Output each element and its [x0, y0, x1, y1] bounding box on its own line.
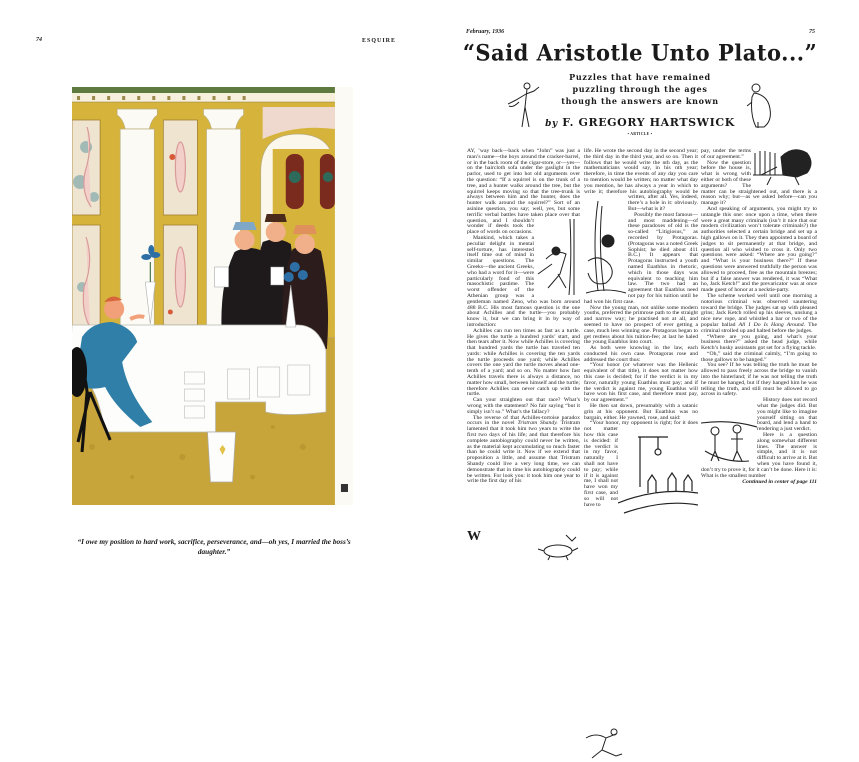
- sophist-sketch: [584, 201, 628, 299]
- paragraph: life. He wrote the second day in the second year; the third day in the third year, and so on. Then it follows that he would write the nth day, as the mathematicians would say, in his nth year; therefore, in time the events of any day you care to mention would be written; no matter what day you mention, he has always a year in which to write it; therefore his autobiography would be written, after all. Yes, indeed, there’s a hole in it: obviously. But—what is it?: [584, 148, 698, 212]
- paragraph: “Where are you going, and what’s your business there?” asked the head judge, while Ketch’s husky assistants got set for a flying tackle.: [701, 333, 817, 352]
- article-column-1: [467, 149, 580, 565]
- paragraph: “Oh,” said the criminal calmly, “I’m going to those gallows to be hanged.”: [701, 350, 817, 363]
- cartoon-caption: “I owe my position to hard work, sacrifice, perseverance, and—oh yes, I married the boss’s daughter.”: [77, 537, 351, 556]
- byline: [520, 116, 760, 129]
- paragraph: As both were knowing in the law, each conducted his own case. Protagoras rose and addressed the court thus:: [584, 345, 698, 363]
- book-title: Tristram Shandy.: [517, 420, 558, 427]
- paragraph: AY, ’way back—back when “John” was just a man’s name—the boys around the cracker-barrel, or in the back room of the cigar-store, or—yes—on the haircloth sofa under the gaslight in the parlor, used to get into hot old arguments over the question: “If a squirrel is on the trunk of a tree, and a hunter walks around the tree, but the squirrel keeps moving so that the tree-trunk is always between him and the hunter, does the hunter walk around the squirrel?” Sort of an asinine question, you say; well, yes, but some terrific verbal battles have taken place over that question, and I shouldn’t wonder if deeds took the place of words on occasions.: [467, 148, 580, 236]
- paragraph: Now the question before the house is, what is wrong with either or both of these arguments? The matter can be straightened out, and there is a reason why; but—as we asked before—can you manage it?: [701, 159, 817, 207]
- text-run: The criminal strolled up and halted before the judges.: [701, 321, 817, 334]
- paragraph: pay, under the terms of our agreement.”: [701, 148, 751, 160]
- subtitle-line: Puzzles that have remained: [569, 72, 711, 82]
- byline-prefix: by: [545, 119, 558, 129]
- paragraph: He then sat down, presumably with a satanic grin at his opponent. But Euathlus was no bargain, either. He yawned, rose, and said:: [584, 403, 698, 421]
- philosopher-sketch-left: [505, 80, 545, 130]
- paragraph: “Your honor (or whatever was the Hellenic equivalent of that title), it does not matter how this case is decided; for if the verdict is in my favor, naturally young Euathlus must pay; and if the verdict is against me, young Euathlus will have won his first case, and therefore must pay, by our agreement.”: [584, 362, 698, 404]
- song-title: All I Do Is Hang Around.: [738, 321, 806, 328]
- paragraph: History does not record what the judges did. But you might like to imagine yourself sitting on that board, and lend a hand to rendering a just verdict.: [757, 397, 817, 433]
- judges-bench-sketch: [751, 143, 817, 187]
- squirrel-hunter-sketch: [534, 219, 580, 295]
- paragraph: [467, 416, 580, 486]
- paragraph: And speaking of arguments, you might try to untangle this one: once upon a time, when there were a great many criminals (isn’t it nice that our modern civilization won’t tolerate criminals?) the authorities selected a certain bridge and set up a high gallows on it. They then appointed a board of judges to sit permanently at that bridge, and question all who wished to cross it. Only two questions were asked: “Where are you going?” and “What is your business there?” If these questions were answered truthfully the person was allowed to proceed, free as the mountain breezes; but if a false answer was rendered, it was “What ho, Jack Ketch!” and the prevaricator was at once made guest of honor at a necktie-party.: [701, 205, 817, 294]
- article-tag: • ARTICLE •: [627, 132, 653, 136]
- paragraph: “Your honor, my opponent is right; for it does not matter how this case is decided: if the verdict is in my favor, naturally I shall not have to pay; while if it is against me, I shall not have won my first case, and so will not have to: [584, 420, 698, 508]
- text-run: The reverse of that Achilles-tortoise paradox occurs in the novel: [467, 414, 580, 427]
- article-column-2: [584, 149, 698, 762]
- paragraph: Now the young man, not unlike some modern youths, preferred the primrose path to the straight and narrow way; he practised not at all, and seemed to have no prospect of ever getting a case, much less winning one. Protagoras began to get restless about his tuition-fee; at last he haled the young Euathlus into court.: [584, 304, 698, 346]
- philosopher-sketch-right: [744, 82, 778, 130]
- article-column-3: [701, 149, 817, 486]
- left-page-number: 74: [36, 37, 42, 43]
- subtitle-line: though the answers are known: [561, 96, 719, 106]
- paragraph: [701, 294, 817, 335]
- issue-date: February, 1936: [466, 29, 505, 35]
- running-head: ESQUIRE: [362, 38, 397, 44]
- article-subtitle: [560, 71, 720, 107]
- turtle-sketch: [536, 531, 580, 565]
- paragraph: Here is a question along somewhat different lines. The answer is simple, and it is not difficult to arrive at it. But when you have found it, don’t try to prove it, for it can’t be done. Here it is: What is the smallest number: [701, 432, 817, 479]
- drop-cap: W: [467, 529, 481, 544]
- continued-note[interactable]: Continued in center of page 111: [742, 479, 817, 486]
- paragraph: Achilles can run ten times as fast as a turtle. He gives the turtle a hundred yards’ start, and then tears after it. Now while Achilles is covering that hundred yards the turtle has traveled ten yards: while Achilles is covering the ten yards the turtle proceeds one yard; while Achilles covers the one yard the turtle moves ahead one-tenth of a yard; and so on. No matter how fast Achilles travels there is always a distance, no matter how small, between himself and the turtle; therefore Achilles can never catch up with the turtle.: [467, 327, 580, 398]
- paragraph: Possibly the most famous—and most maddening—of these paradoxes of old is the so-called “Litigiosus,” as recorded by Protagoras. (Protagoras was a noted Greek Sophist; he died about 411 B.C.) It appears that Protagoras instructed a youth named Euathlus in rhetoric, which in those days was equivalent to teaching him law. The two had an agreement that Euathlus need not pay for his tuition until he had won his first case.: [584, 211, 698, 305]
- article-title: “Said Aristotle Unto Plato...”: [462, 39, 818, 66]
- paragraph: Can your straighten out that race? What’s wrong with the statement? No fair saying “but it simply isn’t so.” What’s the fallacy?: [467, 397, 580, 415]
- gallows-sketch-right: [701, 401, 757, 467]
- right-page-number: 75: [809, 29, 815, 35]
- subtitle-line: puzzling through the ages: [572, 84, 708, 94]
- paragraph: You see? If he was telling the truth he must be allowed to pass freely across the bridge to vanish into the hinterland; if he was not telling the truth he must be hanged, but if they hanged him he was telling the truth, and still must be allowed to go across in safety.: [701, 362, 817, 398]
- gallows-sketch-left: [618, 433, 698, 521]
- text-run: The scheme worked well until one morning a notorious criminal was observed sauntering toward the bridge. The judges sat up with pleased grins; Jack Ketch rolled up his sleeves, unslung a nice new rope, and whistled a bar or two of the popular ballad: [701, 292, 817, 328]
- author-name: F. GREGORY HARTSWICK: [562, 116, 735, 129]
- text-run: Tristram lamented that it took him two years to write the first two days of his life; and that therefore his complete autobiography could never be written, as the material kept accumulating so much faster than he could write it. Now if we extend that proposition a little, and assume that Tristram Shandy could live a very long time, we can demonstrate that in time his autobiography could be written. For look you: it took him one year to write the first day of his: [467, 420, 581, 485]
- cartoon-illustration: [72, 87, 353, 505]
- running-man-sketch: [584, 728, 624, 762]
- paragraph: Mankind, which takes a peculiar delight in mental self-torture, has interested itself time out of mind in similar questions. The Greeks—the ancient Greeks, who had a word for it—were particularly fond of this masochistic pastime. The worst offender of the Athenian group was a gentleman named Zeno, who was born around 488 B.C. His most famous question is the one about Achilles and the turtle—you probably know it, but we can bring it in by way of introduction:: [467, 234, 580, 328]
